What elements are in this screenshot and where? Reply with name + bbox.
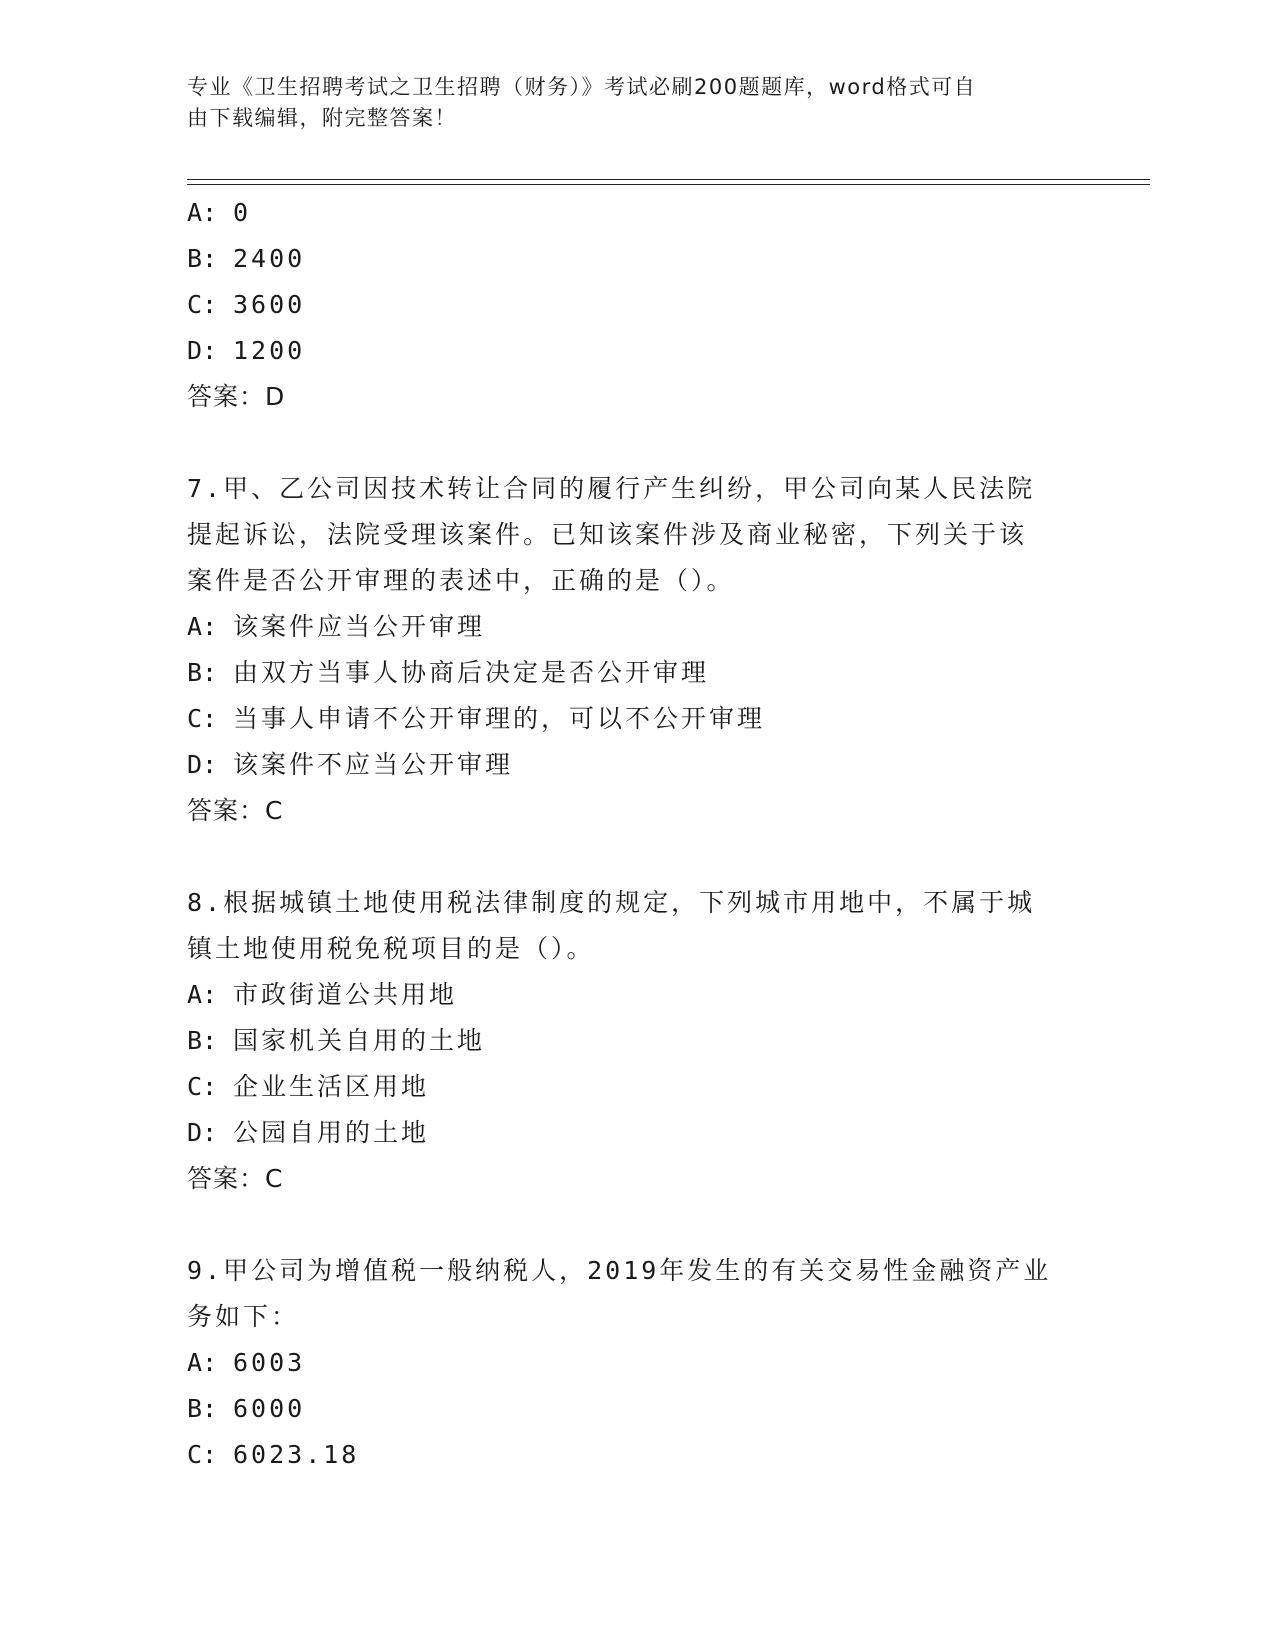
question-8 bbox=[187, 880, 1087, 1202]
option-d: D: 该案件不应当公开审理 bbox=[187, 750, 514, 779]
option-b: B: 6000 bbox=[187, 1394, 306, 1423]
question-stem-line: 镇土地使用税免税项目的是（）。 bbox=[187, 934, 595, 963]
question-stem-line: 9.甲公司为增值税一般纳税人，2019年发生的有关交易性金融资产业 bbox=[187, 1256, 1052, 1285]
spacer bbox=[187, 834, 1087, 880]
answer: 答案：D bbox=[187, 382, 286, 411]
document-header bbox=[187, 72, 1067, 134]
option-b: B: 2400 bbox=[187, 244, 306, 273]
option-c: C: 3600 bbox=[187, 290, 306, 319]
header-line-2: 由下载编辑，附完整答案！ bbox=[187, 106, 457, 130]
question-list bbox=[187, 190, 1087, 1478]
question-6 bbox=[187, 190, 1087, 420]
option-a: A: 该案件应当公开审理 bbox=[187, 612, 486, 641]
header-divider-bottom bbox=[187, 184, 1150, 185]
question-stem-line: 8.根据城镇土地使用税法律制度的规定，下列城市用地中，不属于城 bbox=[187, 888, 1036, 917]
question-stem-line: 案件是否公开审理的表述中，正确的是（）。 bbox=[187, 566, 735, 595]
option-d: D: 1200 bbox=[187, 336, 306, 365]
header-divider-top bbox=[187, 179, 1150, 180]
question-7 bbox=[187, 466, 1087, 834]
option-c: C: 企业生活区用地 bbox=[187, 1072, 430, 1101]
option-c: C: 当事人申请不公开审理的，可以不公开审理 bbox=[187, 704, 766, 733]
option-a: A: 0 bbox=[187, 198, 252, 227]
option-d: D: 公园自用的土地 bbox=[187, 1118, 430, 1147]
question-9 bbox=[187, 1248, 1087, 1478]
answer: 答案：C bbox=[187, 1164, 284, 1193]
header-line-1: 专业《卫生招聘考试之卫生招聘（财务）》考试必刷200题题库，word格式可自 bbox=[187, 75, 977, 99]
question-stem-line: 提起诉讼，法院受理该案件。已知该案件涉及商业秘密，下列关于该 bbox=[187, 520, 1028, 549]
option-b: B: 国家机关自用的土地 bbox=[187, 1026, 486, 1055]
answer: 答案：C bbox=[187, 796, 284, 825]
option-c: C: 6023.18 bbox=[187, 1440, 360, 1469]
spacer bbox=[187, 420, 1087, 466]
option-b: B: 由双方当事人协商后决定是否公开审理 bbox=[187, 658, 710, 687]
option-a: A: 6003 bbox=[187, 1348, 306, 1377]
question-stem-line: 务如下： bbox=[187, 1302, 300, 1331]
option-a: A: 市政街道公共用地 bbox=[187, 980, 458, 1009]
question-stem-line: 7.甲、乙公司因技术转让合同的履行产生纠纷，甲公司向某人民法院 bbox=[187, 474, 1036, 503]
spacer bbox=[187, 1202, 1087, 1248]
